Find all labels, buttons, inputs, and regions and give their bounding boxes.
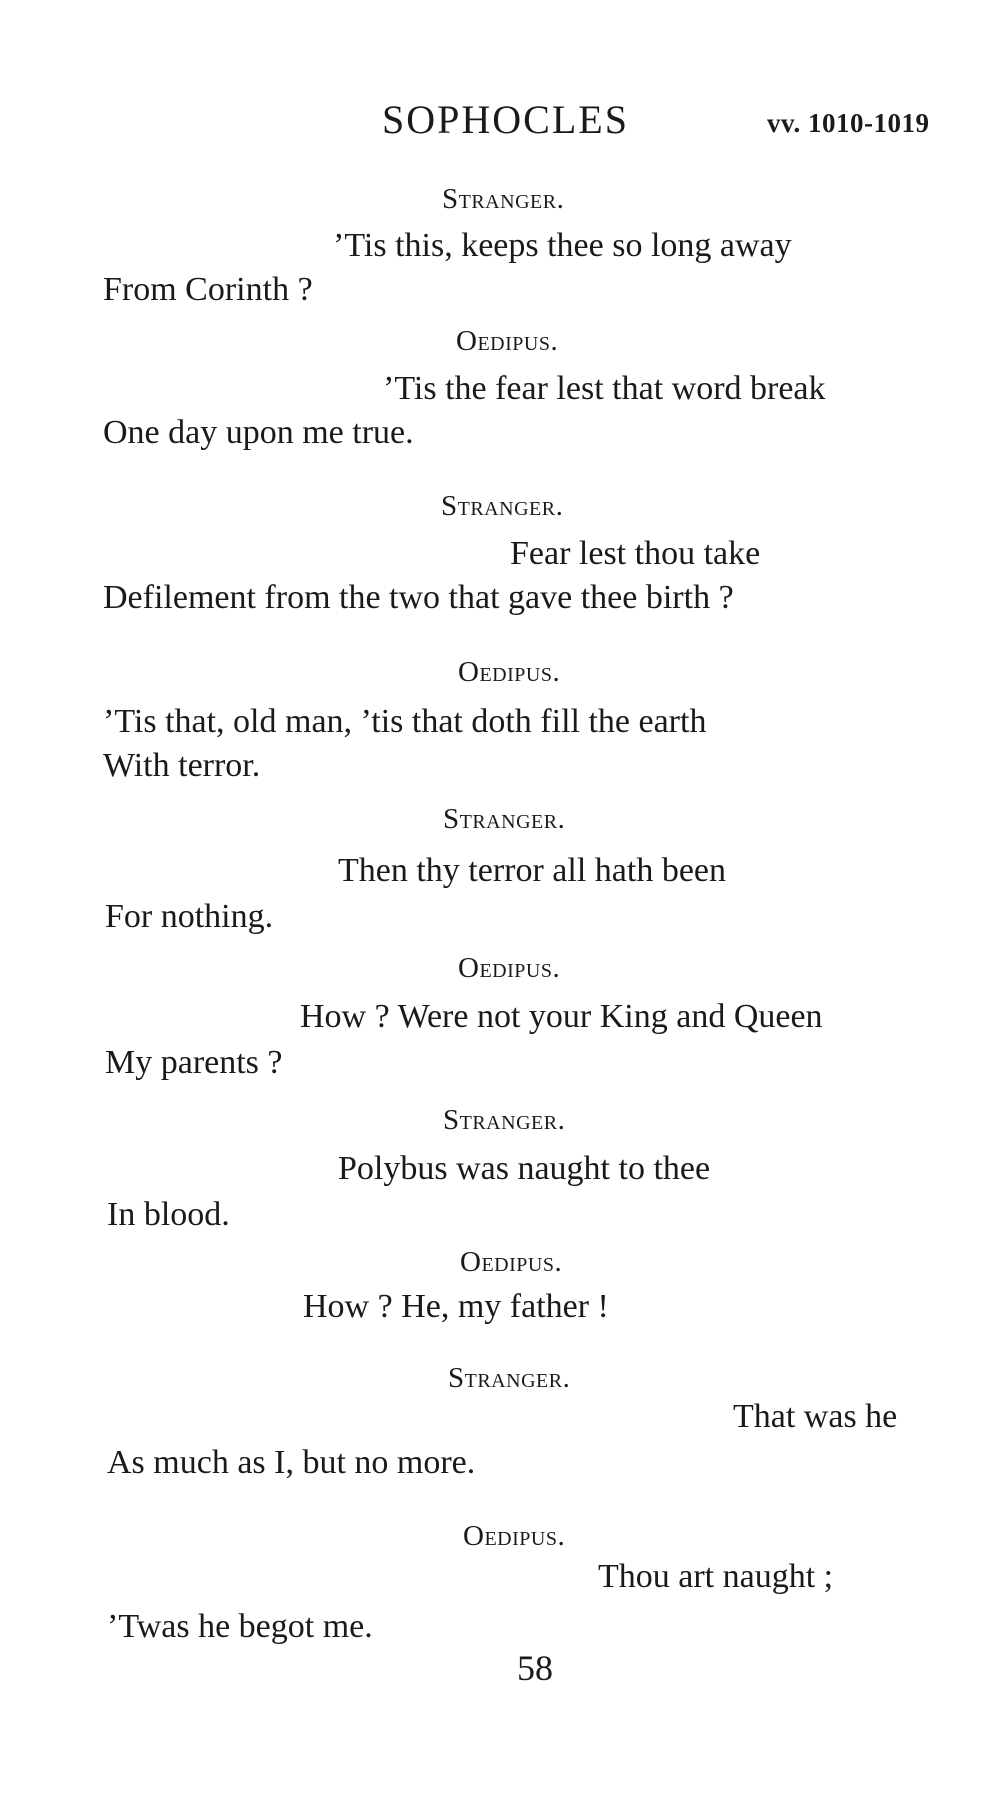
verse-line: Defilement from the two that gave thee birth ?: [103, 579, 734, 616]
speaker-stranger: Stranger.: [448, 1362, 571, 1394]
speaker-stranger: Stranger.: [442, 183, 565, 215]
verse-line: Fear lest thou take: [510, 535, 761, 572]
verse-line: How ? He, my father !: [303, 1288, 609, 1325]
speaker-oedipus: Oedipus.: [460, 1246, 563, 1278]
verse-line: One day upon me true.: [103, 414, 414, 451]
speaker-oedipus: Oedipus.: [456, 325, 559, 357]
verse-line: As much as I, but no more.: [107, 1444, 476, 1481]
page-number: 58: [517, 1648, 553, 1688]
verse-line: Polybus was naught to thee: [338, 1150, 711, 1187]
speaker-stranger: Stranger.: [441, 490, 564, 522]
verse-line: With terror.: [103, 747, 261, 784]
verse-line: ’Tis the fear lest that word break: [383, 370, 826, 407]
verse-line: In blood.: [107, 1196, 230, 1233]
verse-line: Thou art naught ;: [598, 1558, 834, 1595]
speaker-oedipus: Oedipus.: [458, 952, 561, 984]
running-title: SOPHOCLES: [382, 97, 629, 142]
verse-line: ’Twas he begot me.: [107, 1608, 373, 1645]
verse-line: From Corinth ?: [103, 271, 313, 308]
speaker-stranger: Stranger.: [443, 803, 566, 835]
verse-line: ’Tis this, keeps thee so long away: [333, 227, 792, 264]
verse-range: vv. 1010-1019: [767, 108, 930, 138]
speaker-oedipus: Oedipus.: [463, 1520, 566, 1552]
verse-line: That was he: [733, 1398, 898, 1435]
verse-line: For nothing.: [105, 898, 274, 935]
verse-line: ’Tis that, old man, ’tis that doth fill the earth: [103, 703, 707, 740]
speaker-oedipus: Oedipus.: [458, 656, 561, 688]
verse-line: Then thy terror all hath been: [338, 852, 727, 889]
verse-line: My parents ?: [105, 1044, 283, 1081]
verse-line: How ? Were not your King and Queen: [300, 998, 823, 1035]
speaker-stranger: Stranger.: [443, 1104, 566, 1136]
